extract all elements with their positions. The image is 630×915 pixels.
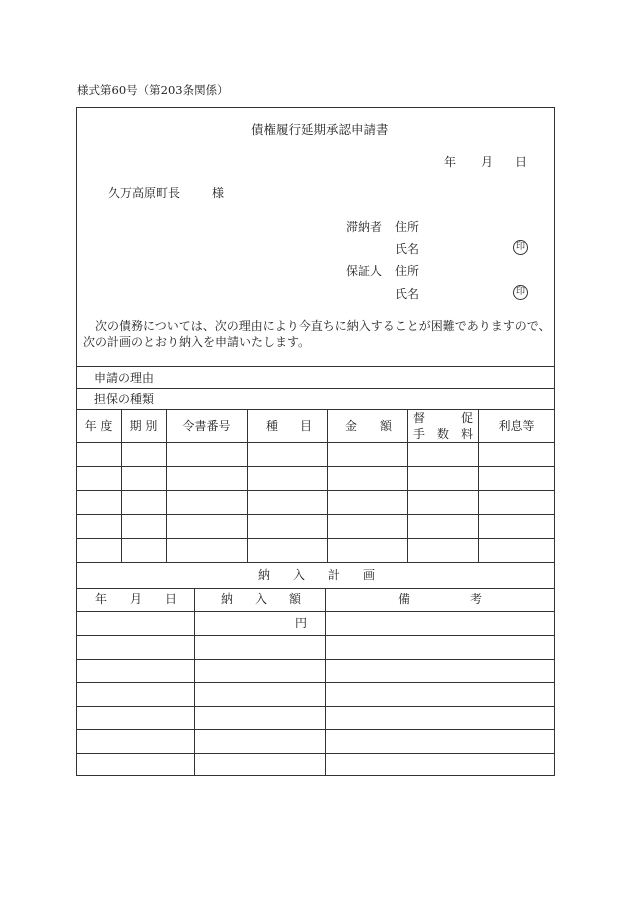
header-fee-bottom-char-1: 手 (413, 427, 426, 441)
reason-label: 申請の理由 (94, 371, 155, 385)
plan-currency-unit: 円 (295, 616, 308, 630)
header-period: 期 別 (129, 419, 158, 433)
rule-plan-row-1 (76, 611, 555, 612)
plan-header-remarks-char-1: 備 (398, 592, 411, 606)
rule-plan-row-6 (76, 729, 555, 730)
delinquent-label: 滞納者 (346, 220, 383, 234)
header-category-char-1: 種 (266, 419, 279, 433)
plan-title-char-2: 入 (293, 568, 306, 582)
rule-plan-row-5 (76, 706, 555, 707)
rule-plan-row-2 (76, 635, 555, 636)
header-fee-bottom-char-2: 数 (437, 427, 450, 441)
rule-debt-row-3 (76, 490, 555, 491)
guarantor-name-label: 氏名 (395, 287, 420, 301)
plan-header-month: 月 (130, 592, 143, 606)
rule-plan-row-3 (76, 659, 555, 660)
date-month-label: 月 (481, 155, 494, 169)
delinquent-address-label: 住所 (395, 220, 420, 234)
rule-debt-row-5 (76, 538, 555, 539)
plan-title-char-4: 画 (363, 568, 376, 582)
rule-debt-row-2 (76, 466, 555, 467)
collateral-label: 担保の種類 (94, 392, 155, 406)
delinquent-seal-icon: 印 (513, 240, 528, 255)
rule-collateral-top (76, 388, 555, 389)
rule-debt-row-1 (76, 442, 555, 443)
rule-debt-col-4 (327, 409, 328, 562)
plan-header-amount-char-1: 納 (221, 592, 234, 606)
guarantor-address-label: 住所 (395, 264, 420, 278)
header-notice-number: 令書番号 (182, 419, 231, 433)
rule-debt-col-3 (247, 409, 248, 562)
rule-plan-row-7 (76, 753, 555, 754)
rule-debt-col-5 (407, 409, 408, 562)
rule-plan-header-top (76, 588, 555, 589)
plan-header-amount-char-2: 入 (255, 592, 268, 606)
header-fee-top-char-2: 促 (461, 411, 474, 425)
header-category-char-2: 目 (300, 419, 313, 433)
guarantor-label: 保証人 (346, 264, 383, 278)
plan-title-char-1: 納 (258, 568, 271, 582)
header-fee-bottom-char-3: 料 (461, 427, 474, 441)
delinquent-name-label: 氏名 (395, 242, 420, 256)
rule-debt-row-4 (76, 514, 555, 515)
plan-title-char-3: 計 (328, 568, 341, 582)
rule-plan-col-2 (325, 588, 326, 776)
form-title: 債権履行延期承認申請書 (251, 122, 389, 137)
plan-header-day: 日 (165, 592, 178, 606)
addressee-honorific: 様 (212, 186, 225, 200)
date-day-label: 日 (515, 155, 528, 169)
addressee-name: 久万高原町長 (108, 186, 181, 200)
rule-reason-top (76, 366, 555, 367)
rule-plan-col-1 (194, 588, 195, 776)
plan-header-remarks-char-2: 考 (470, 592, 483, 606)
plan-header-amount-char-3: 額 (289, 592, 302, 606)
rule-plan-row-4 (76, 682, 555, 683)
header-fee-top-char-1: 督 (413, 411, 426, 425)
body-text-line-2: 次の計画のとおり納入を申請いたします。 (83, 335, 311, 349)
form-number: 様式第60号（第203条関係） (77, 83, 229, 97)
date-year-label: 年 (444, 155, 457, 169)
header-amount-char-1: 金 (345, 419, 358, 433)
header-fiscal-year: 年 度 (84, 419, 113, 433)
header-amount-char-2: 額 (380, 419, 393, 433)
plan-header-year: 年 (95, 592, 108, 606)
rule-debt-header-top (76, 409, 555, 410)
header-interest: 利息等 (498, 419, 535, 433)
rule-plan-title-top (76, 562, 555, 563)
body-text-line-1: 次の債務については、次の理由により今直ちに納入することが困難でありますので、 (95, 319, 551, 333)
guarantor-seal-icon: 印 (513, 285, 528, 300)
